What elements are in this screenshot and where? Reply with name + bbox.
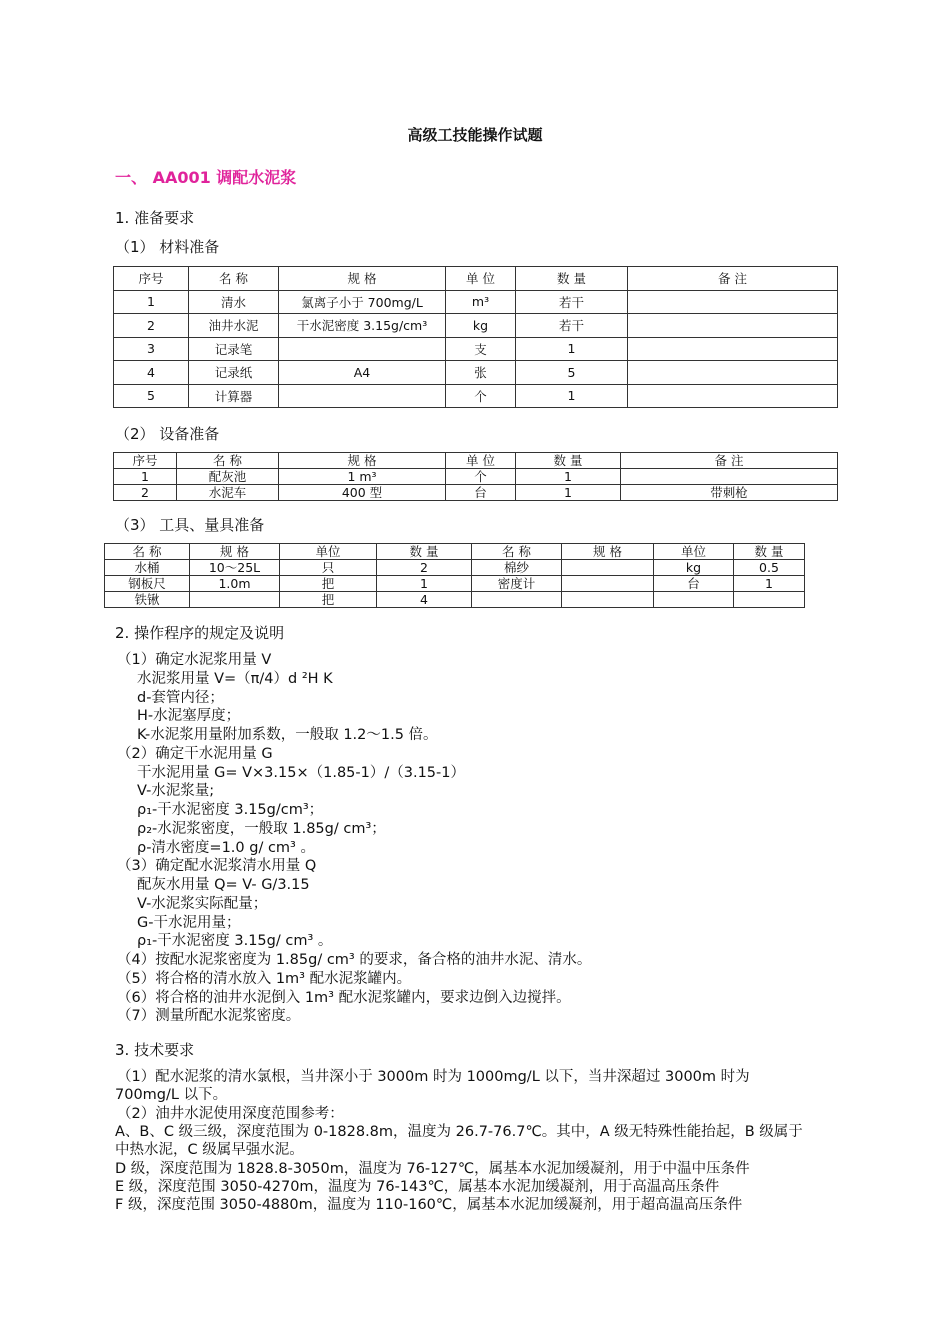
tech-line: 700mg/L 以下。	[115, 1087, 228, 1104]
tech-heading: 3. 技术要求	[115, 1041, 195, 1059]
materials-cell: 张	[446, 361, 516, 385]
equipment-cell: 1	[516, 469, 621, 485]
equipment-cell: 带刺枪	[621, 485, 838, 501]
tools-cell: 1.0m	[190, 576, 280, 592]
materials-cell	[628, 361, 838, 385]
tools-cell	[562, 592, 654, 608]
tools-header-cell: 数 量	[377, 544, 472, 560]
materials-cell: 计算器	[189, 384, 279, 408]
materials-cell: 支	[446, 337, 516, 361]
procedure-line: 干水泥用量 G= V×3.15×（1.85-1）/（3.15-1）	[137, 764, 465, 781]
procedure-line: K-水泥浆用量附加系数，一般取 1.2～1.5 倍。	[137, 727, 438, 743]
materials-cell: 记录纸	[189, 361, 279, 385]
tools-cell: 把	[280, 592, 377, 608]
tools-header-cell: 名 称	[105, 544, 190, 560]
tools-header-cell: 规 格	[190, 544, 280, 560]
tools-header-cell: 名 称	[472, 544, 562, 560]
equipment-cell: 台	[446, 485, 516, 501]
equipment-cell: 2	[114, 485, 177, 501]
tools-cell	[472, 592, 562, 608]
equipment-header-cell: 名 称	[177, 453, 279, 469]
tools-row	[105, 592, 805, 608]
tools-cell	[734, 592, 805, 608]
equipment-header-row	[114, 453, 838, 469]
tools-cell: 10～25L	[190, 560, 280, 576]
procedure-line: （5）将合格的清水放入 1m³ 配水泥浆罐内。	[117, 970, 412, 987]
materials-cell	[628, 384, 838, 408]
equipment-heading: （2） 设备准备	[115, 425, 220, 443]
materials-header-cell: 规 格	[279, 267, 446, 291]
procedure-line: ρ₁-干水泥密度 3.15g/ cm³ 。	[137, 933, 333, 950]
procedure-line: （1）确定水泥浆用量 V	[117, 652, 272, 668]
equipment-cell: 1 m³	[279, 469, 446, 485]
materials-cell: 干水泥密度 3.15g/cm³	[279, 314, 446, 338]
tools-header-row	[105, 544, 805, 560]
equipment-header-cell: 备 注	[621, 453, 838, 469]
procedure-line: （2）确定干水泥用量 G	[117, 745, 273, 762]
materials-cell	[628, 290, 838, 314]
tech-line: D 级，深度范围为 1828.8-3050m，温度为 76-127℃，属基本水泥加缓凝剂，用于中温中压条件	[115, 1160, 750, 1177]
materials-cell: 个	[446, 384, 516, 408]
procedure-line: （7）测量所配水泥浆密度。	[117, 1008, 301, 1025]
materials-header-cell: 备 注	[628, 267, 838, 291]
procedure-line: ρ₁-干水泥密度 3.15g/cm³；	[137, 802, 324, 818]
materials-cell	[279, 337, 446, 361]
equipment-header-cell: 数 量	[516, 453, 621, 469]
tools-table	[104, 543, 805, 608]
procedure-line: 配灰水用量 Q= V- G/3.15	[137, 877, 310, 893]
materials-cell	[628, 314, 838, 338]
equipment-cell: 400 型	[279, 485, 446, 501]
materials-cell: 油井水泥	[189, 314, 279, 338]
equipment-header-cell: 序号	[114, 453, 177, 469]
materials-cell: A4	[279, 361, 446, 385]
materials-cell: 1	[516, 384, 628, 408]
tech-line: A、B、C 级三级，深度范围为 0-1828.8m，温度为 26.7-76.7℃。其中，A 级无特殊性能抬起，B 级属于	[115, 1123, 803, 1140]
tools-cell: kg	[654, 560, 734, 576]
materials-row	[114, 337, 838, 361]
procedure-line: （6）将合格的油井水泥倒入 1m³ 配水泥浆罐内，要求边倒入边搅拌。	[117, 989, 571, 1006]
tools-cell	[654, 592, 734, 608]
tools-cell: 2	[377, 560, 472, 576]
materials-cell: 4	[114, 361, 189, 385]
materials-cell: 3	[114, 337, 189, 361]
prep-heading: 1. 准备要求	[115, 209, 195, 227]
materials-cell: 若干	[516, 314, 628, 338]
equipment-row	[114, 485, 838, 501]
tools-cell: 1	[377, 576, 472, 592]
procedure-line: ρ-清水密度=1.0 g/ cm³ 。	[137, 839, 315, 856]
equipment-header-cell: 规 格	[279, 453, 446, 469]
tools-header-cell: 数 量	[734, 544, 805, 560]
materials-cell: 1	[114, 290, 189, 314]
equipment-table	[113, 452, 838, 501]
tools-header-cell: 规 格	[562, 544, 654, 560]
tools-cell	[562, 560, 654, 576]
equipment-cell: 水泥车	[177, 485, 279, 501]
materials-cell: m³	[446, 290, 516, 314]
materials-header-cell: 数 量	[516, 267, 628, 291]
tech-line: （2）油井水泥使用深度范围参考：	[117, 1105, 344, 1122]
procedure-line: H-水泥塞厚度；	[137, 708, 241, 725]
materials-cell	[279, 384, 446, 408]
materials-cell: 5	[516, 361, 628, 385]
materials-cell: kg	[446, 314, 516, 338]
tools-cell: 只	[280, 560, 377, 576]
materials-header-cell: 单 位	[446, 267, 516, 291]
tools-row	[105, 560, 805, 576]
materials-cell	[628, 337, 838, 361]
tools-cell: 台	[654, 576, 734, 592]
procedure-line: （3）确定配水泥浆清水用量 Q	[117, 858, 317, 875]
tools-cell	[562, 576, 654, 592]
materials-row	[114, 314, 838, 338]
materials-cell: 氯离子小于 700mg/L	[279, 290, 446, 314]
procedure-line: V-水泥浆量;	[137, 783, 215, 800]
equipment-cell: 1	[516, 485, 621, 501]
materials-cell: 1	[516, 337, 628, 361]
tech-line: 中热水泥，C 级属早强水泥。	[115, 1142, 304, 1159]
tools-cell: 铁锹	[105, 592, 190, 608]
equipment-row	[114, 469, 838, 485]
materials-row	[114, 361, 838, 385]
equipment-cell: 个	[446, 469, 516, 485]
tools-heading: （3） 工具、量具准备	[115, 516, 265, 534]
procedure-line: ρ₂-水泥浆密度，一般取 1.85g/ cm³；	[137, 820, 386, 837]
tools-cell: 密度计	[472, 576, 562, 592]
tools-cell: 4	[377, 592, 472, 608]
procedure-line: 水泥浆用量 V=（π/4）d ²H K	[137, 670, 333, 687]
materials-cell: 记录笔	[189, 337, 279, 361]
materials-header-cell: 名 称	[189, 267, 279, 291]
materials-cell: 若干	[516, 290, 628, 314]
equipment-cell: 配灰池	[177, 469, 279, 485]
tools-cell	[190, 592, 280, 608]
materials-cell: 2	[114, 314, 189, 338]
materials-row	[114, 290, 838, 314]
tools-header-cell: 单位	[280, 544, 377, 560]
procedure-heading: 2. 操作程序的规定及说明	[115, 624, 285, 642]
tools-cell: 棉纱	[472, 560, 562, 576]
materials-cell: 清水	[189, 290, 279, 314]
procedure-line: V-水泥浆实际配量；	[137, 895, 268, 912]
materials-header-row	[114, 267, 838, 291]
procedure-line: （4）按配水泥浆密度为 1.85g/ cm³ 的要求，备合格的油井水泥、清水。	[117, 952, 592, 968]
page-title: 高级工技能操作试题	[407, 126, 543, 144]
section-heading-aa001: 一、 AA001 调配水泥浆	[115, 168, 297, 187]
tech-line: F 级，深度范围 3050-4880m，温度为 110-160℃，属基本水泥加缓凝剂，用于超高温高压条件	[115, 1197, 743, 1214]
materials-row	[114, 384, 838, 408]
materials-table	[113, 266, 838, 408]
tech-line: （1）配水泥浆的清水氯根，当井深小于 3000m 时为 1000mg/L 以下，当井深超过 3000m 时为	[117, 1069, 750, 1085]
equipment-cell	[621, 469, 838, 485]
materials-cell: 5	[114, 384, 189, 408]
equipment-cell: 1	[114, 469, 177, 485]
tech-line: E 级，深度范围 3050-4270m，温度为 76-143℃，属基本水泥加缓凝剂，用于高温高压条件	[115, 1178, 720, 1195]
tools-row	[105, 576, 805, 592]
procedure-line: d-套管内径；	[137, 689, 224, 706]
tools-header-cell: 单位	[654, 544, 734, 560]
tools-cell: 1	[734, 576, 805, 592]
tools-cell: 0.5	[734, 560, 805, 576]
materials-header-cell: 序号	[114, 267, 189, 291]
tools-cell: 把	[280, 576, 377, 592]
procedure-line: G-干水泥用量；	[137, 914, 241, 931]
tools-cell: 钢板尺	[105, 576, 190, 592]
equipment-header-cell: 单 位	[446, 453, 516, 469]
tools-cell: 水桶	[105, 560, 190, 576]
materials-heading: （1） 材料准备	[115, 238, 220, 256]
